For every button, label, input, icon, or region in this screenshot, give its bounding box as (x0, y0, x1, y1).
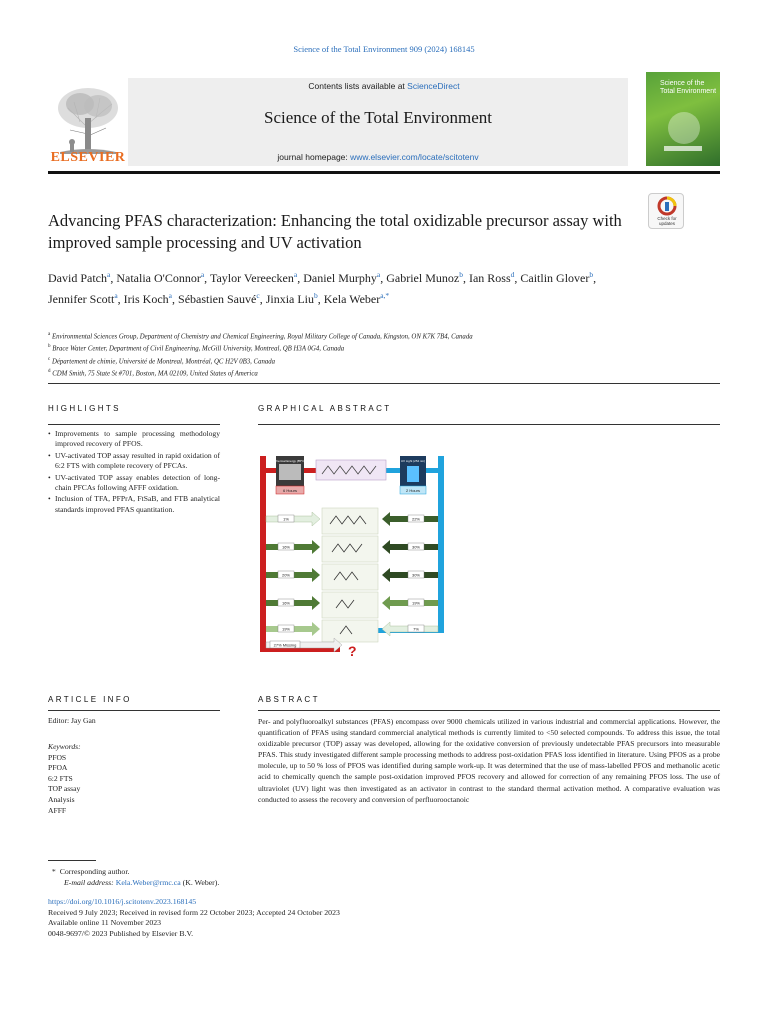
journal-title: Science of the Total Environment (264, 108, 492, 127)
contents-line (48, 81, 720, 91)
journal-cover-thumbnail[interactable] (646, 72, 720, 166)
abstract-rule (258, 710, 720, 711)
email-suffix: (K. Weber). (180, 878, 220, 887)
author-name[interactable]: Daniel Murphy (303, 271, 377, 285)
missing-label: 27% Missing (273, 642, 297, 648)
author-affiliation-marker[interactable]: a (107, 270, 111, 279)
keyword-item: PFOA (48, 763, 68, 773)
affiliation-key: d (48, 368, 51, 374)
highlights-list (48, 429, 220, 516)
editor-line: Editor: Jay Gan (48, 716, 96, 725)
author-name[interactable]: Ian Ross (468, 271, 511, 285)
author-name[interactable]: Caitlin Glover (520, 271, 590, 285)
keyword-item: AFFF (48, 805, 67, 815)
keyword-item: 6:2 FTS (48, 773, 73, 783)
uv-percent: 19% (411, 600, 421, 606)
highlight-item: • UV-activated TOP assay enables detection of long-chain PFCAs following AFFF oxidation. (48, 473, 220, 494)
affiliation-text: Brace Water Center, Department of Civil Engineering, McGill University, Montreal, QB H3A 0G4, Canada (52, 345, 345, 353)
elsevier-wordmark[interactable]: ELSEVIER (50, 150, 126, 165)
keyword-item: PFOS (48, 752, 67, 762)
uv-bar-vertical (438, 456, 444, 632)
highlights-rule (48, 424, 220, 425)
homepage-line (128, 152, 628, 162)
author-name[interactable]: Taylor Vereecken (209, 271, 294, 285)
uv-percent: 22% (411, 516, 421, 522)
email-note (48, 877, 219, 888)
graphical-abstract-figure[interactable] (258, 446, 446, 660)
available-online: Available online 11 November 2023 (48, 918, 162, 927)
product-box (322, 508, 378, 534)
corresponding-author-note (48, 866, 219, 877)
question-mark-icon: ? (348, 643, 357, 659)
issn-copyright: 0048-9697/© 2023 Published by Elsevier B.V. (48, 928, 194, 938)
abstract-text: Per- and polyfluoroalkyl substances (PFAS) encompass over 9000 chemicals utilized in various industrial and commercial applications. However, the quantification of PFAS using standard commercial analytical methods is currently limited to <50 selected compounds. To address this issue, the total oxidizable precursor (TOP) assay was developed, allowing for the oxidative conversion of previously undetectable PFAS precursors into measurable PFAS. This study investigated different sample processing methods to address post-oxidation PFAS loss identified in literature. Using PFOS as a probe molecule, up to 50 % loss of PFOS was identified during sample work-up. It was determined that the use of mass-labelled PFOS and methanolic acetic acid to chemically quench the sample post-oxidation improved PFOS recovery and allowed for correction of any remaining PFOS loss. The use of ultraviolet (UV) light was then investigated as an activator in contrast to the standard thermal activation method. A comparative evaluation was conducted to assess the recovery and conversion of perfluorooctanoic (258, 717, 720, 804)
product-box (322, 536, 378, 562)
masthead (48, 70, 720, 176)
author-name[interactable]: Iris Koch (123, 292, 169, 306)
doi-link[interactable]: https://doi.org/10.1016/j.scitotenv.2023.168145 (48, 897, 197, 906)
footnotes (48, 866, 219, 888)
author-affiliation-marker[interactable]: c (256, 291, 260, 300)
author-affiliation-marker[interactable]: b (314, 291, 318, 300)
footnote-divider (48, 860, 96, 861)
article-info-heading: ARTICLE INFO (48, 695, 132, 704)
affiliation-item (48, 342, 668, 354)
keyword-item: Analysis (48, 794, 75, 804)
affiliation-text: CDM Smith, 75 State St #701, Boston, MA 02109, United States of America (52, 370, 258, 378)
article-info-rule (48, 710, 220, 711)
received-dates: Received 9 July 2023; Received in revised form 22 October 2023; Accepted 24 October 2023 (48, 907, 340, 917)
affiliation-item (48, 330, 668, 342)
author-affiliation-marker[interactable]: d (510, 270, 515, 279)
author-name[interactable]: Kela Weber (323, 292, 381, 306)
author-affiliation-marker[interactable]: b (589, 270, 594, 279)
affiliation-list (48, 330, 668, 379)
author-affiliation-marker[interactable]: a (293, 270, 298, 279)
author-affiliation-marker[interactable]: a (200, 270, 205, 279)
thermal-percent: 19% (281, 626, 291, 632)
cover-title: Science of the Total Environment (660, 80, 717, 95)
author-affiliation-marker[interactable]: a (376, 270, 381, 279)
journal-homepage-link[interactable]: www.elsevier.com/locate/scitotenv (350, 152, 479, 162)
author-name[interactable]: Sébastien Sauvé (178, 292, 257, 306)
article-title: Advancing PFAS characterization: Enhancing the total oxidizable precursor assay with improved sample processing and UV activation (48, 211, 622, 252)
uv-percent: 30% (411, 572, 421, 578)
uv-percent: 7% (413, 626, 419, 632)
author-affiliation-marker[interactable]: a (114, 291, 118, 300)
affiliation-item (48, 367, 668, 379)
author-name[interactable]: Jinxia Liu (265, 292, 315, 306)
affiliation-text: Département de chimie, Université de Montreal, Montréal, QC H2V 0B3, Canada (51, 357, 276, 365)
affiliation-key: c (48, 356, 51, 362)
author-affiliation-marker[interactable]: b (459, 270, 463, 279)
product-box (322, 564, 378, 590)
keywords-block (48, 742, 81, 816)
email-link[interactable]: Kela.Weber@rmc.ca (115, 878, 181, 887)
thermal-percent: 16% (281, 544, 291, 550)
check-updates-label: Check for updates (657, 216, 677, 226)
journal-citation[interactable]: Science of the Total Environment 909 (2024) 168145 (293, 44, 475, 54)
abstract-heading: ABSTRACT (258, 695, 320, 704)
highlight-item: • Inclusion of TFA, PFPrA, FtSaB, and FTB analytical standards improved PFAS quantitation. (48, 494, 220, 515)
highlight-item: • Improvements to sample processing methodology improved recovery of PFOS. (48, 429, 220, 450)
precursor-molecule-box (316, 460, 386, 480)
author-name[interactable]: Natalia O'Connor (116, 271, 201, 285)
uv-lamp-icon (407, 466, 419, 482)
thermal-label: Thermal Energy (85°C) (274, 459, 306, 463)
uv-label: UV Light (254 nm) (400, 459, 426, 463)
author-name[interactable]: Gabriel Munoz (386, 271, 460, 285)
asterisk-marker: * (48, 867, 60, 876)
graphical-abstract-rule (258, 424, 720, 425)
keywords-title: Keywords: (48, 742, 81, 751)
author-list: David Patch$^a$, Natalia O'Connor$^a$, Taylor Vereecken$^a$, Daniel Murphy$^a$, Gabriel Munoz$^b$, Ian Ross$^d$, Caitlin Glover$^b$, Jennifer Scott$^a$, Iris Koch$^a$, Sébastien Sauvé$^c$, Jinxia Liu$^b$, Kela Weber$^{a,*}$ (48, 270, 597, 306)
thermal-percent: 20% (281, 572, 291, 578)
check-for-updates-badge[interactable] (648, 193, 684, 229)
thermal-heater-icon (279, 464, 301, 480)
thermal-percent: 16% (281, 600, 291, 606)
corresponding-author-text: Corresponding author. (59, 867, 130, 876)
thermal-percent: 1% (283, 516, 289, 522)
graphical-abstract-heading: GRAPHICAL ABSTRACT (258, 404, 392, 413)
author-name[interactable]: David Patch (48, 271, 107, 285)
contents-prefix: Contents lists available at (308, 81, 408, 91)
highlights-heading: HIGHLIGHTS (48, 404, 121, 413)
email-label: E-mail address: (64, 878, 116, 887)
uv-time: 2 Hours (405, 488, 421, 493)
author-affiliation-marker[interactable]: a,* (380, 291, 390, 300)
author-name[interactable]: Jennifer Scott (48, 292, 115, 306)
cover-globe-icon (646, 72, 720, 166)
affiliation-key: a (48, 332, 51, 337)
masthead-divider (48, 171, 720, 174)
thermal-time: 6 Hours (282, 488, 298, 493)
homepage-prefix: journal homepage: (277, 152, 351, 162)
author-affiliation-marker[interactable]: a (168, 291, 173, 300)
affiliation-item (48, 355, 668, 367)
affiliation-key: b (48, 344, 51, 350)
header-bottom-rule (48, 383, 720, 384)
sciencedirect-link[interactable]: ScienceDirect (407, 81, 460, 91)
affiliation-text: Environmental Sciences Group, Department of Chemistry and Chemical Engineering, Royal Military College of Canada, Kingston, ON K7K 7B4, Canada (51, 333, 473, 341)
keyword-item: TOP assay (48, 784, 81, 794)
thermal-bar-vertical (260, 456, 266, 652)
highlight-item: • UV-activated TOP assay resulted in rapid oxidation of 6:2 FTS with complete recovery of PFCAs. (48, 451, 220, 472)
publication-info (48, 897, 340, 939)
product-molecules-column (322, 508, 378, 642)
uv-percent: 30% (411, 544, 421, 550)
